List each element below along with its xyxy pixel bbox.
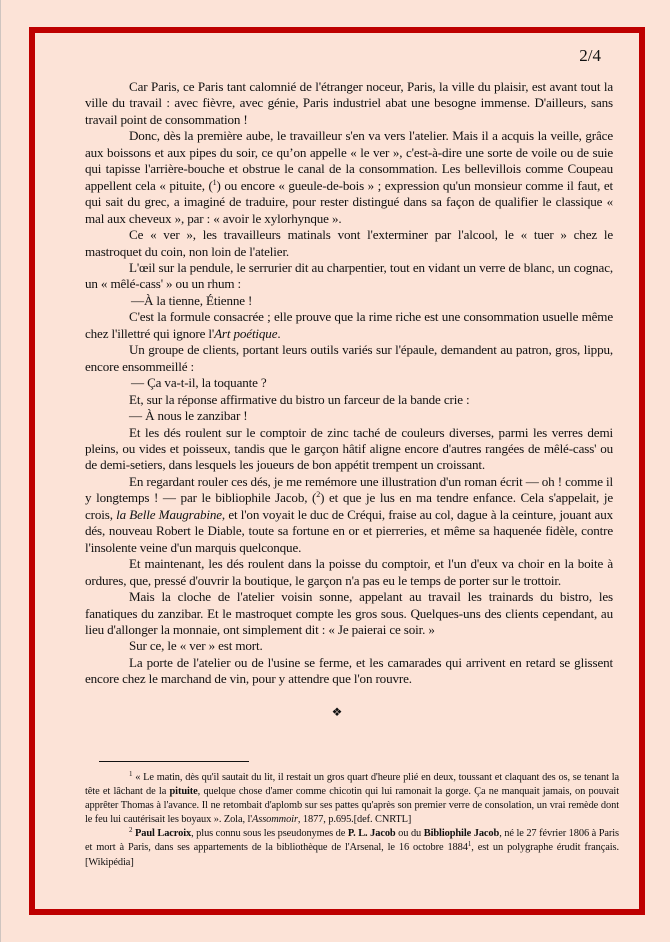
paragraph — [85, 392, 613, 408]
paragraph-text: Et maintenant, les dés roulent dans la poisse du comptoir, et l'un d'eux va choir en la boite à ordures, que, pressé d'ouvrir la boutique, le garçon n'a pas eu le temps de porter sur le trottoir. — [85, 556, 613, 588]
paragraph-text: Et, sur la réponse affirmative du bistro un farceur de la bande crie : — [129, 391, 470, 407]
footnote-text: , quelque chose d'amer comme chicotin qui lui ramonait la gorge. Ça ne manquait jamais, on pouvait apprêter Thomas à l'avance. Il ne retombait d'aplomb sur ses pattes qu'après son premier verre de consolation, un vrai remède dont le feu lui cautérisait les boyaux ». Zola, l' — [85, 786, 619, 826]
footnote-1 — [85, 771, 619, 827]
footnote-text: , né le 27 février 1806 à Paris et mort à Paris, dans ses appartements de la bibliothèque de l'Arsenal, le 16 octobre 1884 — [85, 828, 619, 854]
footnote-divider — [99, 761, 249, 762]
paragraph — [85, 342, 613, 375]
footnote-text: ou du — [395, 828, 424, 840]
paragraph-text: En regardant rouler ces dés, je me remémore une illustration d'un roman écrit — oh ! comme il y longtemps ! — par le bibliophile Jacob, ( — [85, 473, 613, 506]
footnote-bold-term: P. L. Jacob — [347, 828, 396, 840]
footnotes — [85, 771, 619, 870]
italic-title: Art poétique — [214, 325, 278, 341]
paragraph — [85, 589, 613, 638]
paragraph — [85, 556, 613, 589]
paragraph-text: ) et que je lus en ma tendre enfance. Cela s'appelait, je crois, — [85, 490, 613, 522]
paragraph-text: — Ça va-t-il, la toquante ? — [131, 375, 267, 391]
paragraph-text: Et les dés roulent sur le comptoir de zinc taché de couleurs diverses, parmi les verres demi pleins, ou vides et poisseux, tandis que le garçon hâtif aligne encore d'autres rangées de mêlé-cass' ou de demi-setiers, dans lesquels les joueurs de bon appétit trempent un croissant. — [85, 424, 613, 473]
paragraph — [85, 309, 613, 342]
footnote-2 — [85, 827, 619, 869]
paragraph-text: Mais la cloche de l'atelier voisin sonne, appelant au travail les trainards du bistro, les fanatiques du zanzibar. Et le mastroquet compte les gros sous. Quelques-uns des clients cependant, au lieu d'allonger la monnaie, ont simplement dit : « Je paierai ce soir. » — [85, 589, 613, 637]
footnote-text: « Le matin, dès qu'il sautait du lit, il restait un gros quart d'heure plié en deux, toussant et claquant des os, se tenant la tête et lâchant de la — [85, 772, 619, 798]
paragraph-text: Sur ce, le « ver » est mort. — [129, 638, 263, 654]
footnote-bold-term: Paul Lacroix — [134, 828, 192, 840]
paragraph-text: Un groupe de clients, portant leurs outils variés sur l'épaule, demandent au patron, gros, lippu, encore ensommeillé : — [85, 342, 613, 374]
italic-title: la Belle Maugrabine — [116, 506, 222, 522]
paragraph-text: La porte de l'atelier ou de l'usine se ferme, et les camarades qui arrivent en retard se glissent encore chez le marchand de vin, pour y attendre que l'on rouvre. — [85, 654, 613, 687]
dialogue-line — [85, 293, 613, 309]
paragraph-text: ) ou encore « gueule-de-bois » ; expression qu'un monsieur comme il faut, et qui sait du grec, a imaginé de traduire, pour rester distingué dans sa façon de qualifier le classique « mal aux cheveux », par : « avoir le xylorhynque ». — [85, 177, 613, 226]
footnote-mark: 1 — [129, 770, 133, 778]
dialogue-line — [85, 408, 613, 424]
dialogue-line — [85, 375, 613, 391]
footnote-reference[interactable]: 1 — [212, 177, 217, 187]
page-frame — [29, 27, 645, 915]
paragraph — [85, 474, 613, 556]
footnote-reference[interactable]: 2 — [316, 490, 321, 500]
paragraph — [85, 655, 613, 688]
footnote-text: , 1877, p.695.[def. CNRTL] — [297, 814, 412, 826]
document-body — [85, 79, 613, 688]
footnote-bold-term: pituite — [169, 786, 198, 798]
four-diamond-ornament-icon: ❖ — [331, 705, 343, 719]
page-number: 2/4 — [579, 46, 601, 65]
footnote-italic-title: Assommoir — [252, 814, 298, 826]
paragraph-text: Ce « ver », les travailleurs matinals vont l'exterminer par l'alcool, le « tuer » chez le mastroquet du coin, non loin de l'atelier. — [85, 227, 613, 259]
footnote-text: , plus connu sous les pseudonymes de — [191, 828, 348, 840]
paragraph — [85, 128, 613, 227]
footnote-text: , est un polygraphe érudit français. [Wikipédia] — [85, 842, 619, 868]
paragraph — [85, 425, 613, 474]
paragraph-text: Donc, dès la première aube, le travailleur s'en va vers l'atelier. Mais il a acquis la veille, grâce aux boissons et aux pipes du soir, ce qu’on appelle « le ver », c'est-à-dire une sorte de voile ou de suie qui tapisse l'arrière-bouche et obstrue le canal de la consommation. Les bellevillois comme Coupeau appellent cela « pituite, ( — [85, 128, 613, 193]
paragraph — [85, 260, 613, 293]
paragraph — [85, 638, 613, 654]
footnote-mark: 1 — [467, 840, 472, 849]
paragraph — [85, 79, 613, 128]
paragraph-text: Car Paris, ce Paris tant calomnié de l'étranger noceur, Paris, la ville du plaisir, est avant tout la ville du travail : avec fièvre, avec génie, Paris industriel abat une besogne immense. D'ailleurs, sans travail point de consommation ! — [85, 79, 613, 127]
footnote-bold-term: Bibliophile Jacob — [423, 828, 500, 840]
paragraph-text: . — [277, 325, 281, 341]
footnote-mark: 2 — [129, 826, 133, 835]
paragraph-text: — À nous le zanzibar ! — [129, 408, 248, 424]
paragraph-text: , et l'on voyait le duc de Créqui, fraise au col, dague à la ceinture, jouant aux dés, nouveau Robert le Diable, toute sa fortune en or et pierreries, et même sa haquenée fidèle, contre l'insolente veine d'un marquis quelconque. — [85, 506, 613, 555]
paragraph-text: —À la tienne, Étienne ! — [131, 292, 253, 308]
paragraph-text: C'est la formule consacrée ; elle prouve que la rime riche est une consommation usuelle même chez l'illettré qui ignore l' — [85, 309, 613, 341]
paragraph — [85, 227, 613, 260]
paragraph-text: L'œil sur la pendule, le serrurier dit au charpentier, tout en vidant un verre de blanc, un cognac, un « mêlé-cass' » ou un rhum : — [85, 259, 613, 292]
